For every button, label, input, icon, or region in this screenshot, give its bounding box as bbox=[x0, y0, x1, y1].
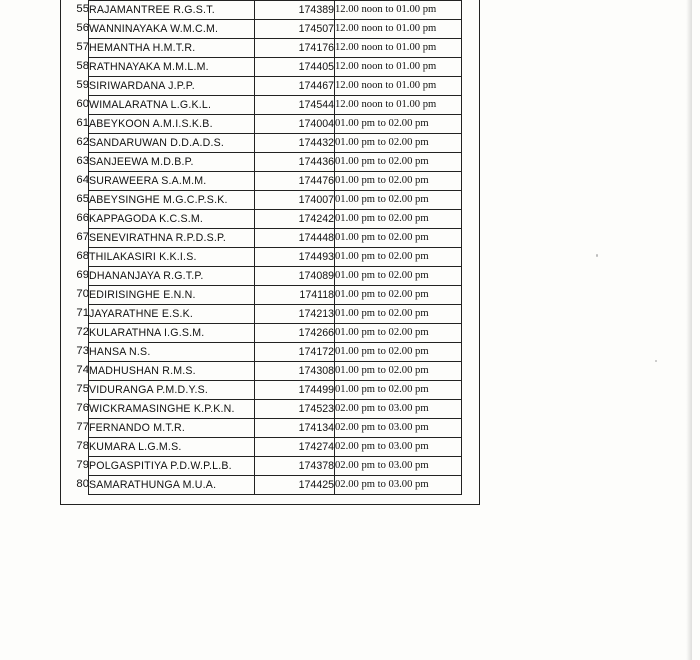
index-number: 174425 bbox=[255, 476, 335, 495]
time-slot: 02.00 pm to 03.00 pm bbox=[335, 400, 462, 419]
row-number: 76 bbox=[76, 402, 89, 414]
time-slot: 12.00 noon to 01.00 pm bbox=[335, 20, 462, 39]
student-name: WICKRAMASINGHE K.P.K.N. bbox=[89, 400, 255, 419]
row-number: 77 bbox=[76, 421, 89, 433]
index-number: 174467 bbox=[255, 77, 335, 96]
table-row bbox=[89, 39, 462, 58]
table-row bbox=[89, 210, 462, 229]
index-number: 174448 bbox=[255, 229, 335, 248]
student-name: POLGASPITIYA P.D.W.P.L.B. bbox=[89, 457, 255, 476]
table-row bbox=[89, 419, 462, 438]
index-number: 174118 bbox=[255, 286, 335, 305]
student-name: ABEYSINGHE M.G.C.P.S.K. bbox=[89, 191, 255, 210]
student-name: SIRIWARDANA J.P.P. bbox=[89, 77, 255, 96]
table-row bbox=[89, 1, 462, 20]
time-slot: 01.00 pm to 02.00 pm bbox=[335, 305, 462, 324]
student-name: SURAWEERA S.A.M.M. bbox=[89, 172, 255, 191]
time-slot: 01.00 pm to 02.00 pm bbox=[335, 134, 462, 153]
student-name: WANNINAYAKA W.M.C.M. bbox=[89, 20, 255, 39]
index-number: 174499 bbox=[255, 381, 335, 400]
row-number: 69 bbox=[76, 269, 89, 281]
time-slot: 01.00 pm to 02.00 pm bbox=[335, 248, 462, 267]
student-name: VIDURANGA P.M.D.Y.S. bbox=[89, 381, 255, 400]
scan-speck bbox=[655, 360, 657, 362]
row-number: 62 bbox=[76, 136, 89, 148]
index-number: 174432 bbox=[255, 134, 335, 153]
row-number: 79 bbox=[76, 459, 89, 471]
time-slot: 01.00 pm to 02.00 pm bbox=[335, 229, 462, 248]
table-row bbox=[89, 20, 462, 39]
table-row bbox=[89, 172, 462, 191]
time-slot: 01.00 pm to 02.00 pm bbox=[335, 115, 462, 134]
index-number: 174134 bbox=[255, 419, 335, 438]
table-row bbox=[89, 286, 462, 305]
student-name: MADHUSHAN R.M.S. bbox=[89, 362, 255, 381]
student-name: RAJAMANTREE R.G.S.T. bbox=[89, 1, 255, 20]
table-row bbox=[89, 191, 462, 210]
row-number: 71 bbox=[76, 307, 89, 319]
table-row bbox=[89, 476, 462, 495]
student-name: RATHNAYAKA M.M.L.M. bbox=[89, 58, 255, 77]
time-slot: 02.00 pm to 03.00 pm bbox=[335, 419, 462, 438]
index-number: 174266 bbox=[255, 324, 335, 343]
time-slot: 02.00 pm to 03.00 pm bbox=[335, 457, 462, 476]
table-row bbox=[89, 305, 462, 324]
row-number: 70 bbox=[76, 288, 89, 300]
time-slot: 01.00 pm to 02.00 pm bbox=[335, 191, 462, 210]
table-row bbox=[89, 134, 462, 153]
row-number: 60 bbox=[76, 98, 89, 110]
row-number: 72 bbox=[76, 326, 89, 338]
time-slot: 01.00 pm to 02.00 pm bbox=[335, 286, 462, 305]
schedule-table bbox=[88, 0, 462, 495]
student-name: FERNANDO M.T.R. bbox=[89, 419, 255, 438]
index-number: 174389 bbox=[255, 1, 335, 20]
student-name: KUMARA L.G.M.S. bbox=[89, 438, 255, 457]
index-number: 174176 bbox=[255, 39, 335, 58]
row-number: 63 bbox=[76, 155, 89, 167]
index-number: 174476 bbox=[255, 172, 335, 191]
row-number: 64 bbox=[76, 174, 89, 186]
index-number: 174507 bbox=[255, 20, 335, 39]
row-number: 56 bbox=[76, 22, 89, 34]
student-name: SAMARATHUNGA M.U.A. bbox=[89, 476, 255, 495]
student-name: DHANANJAYA R.G.T.P. bbox=[89, 267, 255, 286]
table-row bbox=[89, 248, 462, 267]
student-name: HEMANTHA H.M.T.R. bbox=[89, 39, 255, 58]
row-number: 74 bbox=[76, 364, 89, 376]
scan-edge-shadow bbox=[686, 0, 692, 660]
index-number: 174308 bbox=[255, 362, 335, 381]
row-number: 78 bbox=[76, 440, 89, 452]
index-number: 174007 bbox=[255, 191, 335, 210]
index-number: 174544 bbox=[255, 96, 335, 115]
index-number: 174213 bbox=[255, 305, 335, 324]
table-row bbox=[89, 58, 462, 77]
row-number: 58 bbox=[76, 60, 89, 72]
time-slot: 01.00 pm to 02.00 pm bbox=[335, 267, 462, 286]
student-name: SANDARUWAN D.D.A.D.S. bbox=[89, 134, 255, 153]
index-number: 174436 bbox=[255, 153, 335, 172]
index-number: 174089 bbox=[255, 267, 335, 286]
student-name: SANJEEWA M.D.B.P. bbox=[89, 153, 255, 172]
student-name: ABEYKOON A.M.I.S.K.B. bbox=[89, 115, 255, 134]
index-number: 174493 bbox=[255, 248, 335, 267]
table-row bbox=[89, 400, 462, 419]
time-slot: 01.00 pm to 02.00 pm bbox=[335, 172, 462, 191]
index-number: 174004 bbox=[255, 115, 335, 134]
row-number: 67 bbox=[76, 231, 89, 243]
row-number: 73 bbox=[76, 345, 89, 357]
student-name: SENEVIRATHNA R.P.D.S.P. bbox=[89, 229, 255, 248]
index-number: 174378 bbox=[255, 457, 335, 476]
time-slot: 02.00 pm to 03.00 pm bbox=[335, 438, 462, 457]
time-slot: 12.00 noon to 01.00 pm bbox=[335, 77, 462, 96]
student-name: WIMALARATNA L.G.K.L. bbox=[89, 96, 255, 115]
student-name: KAPPAGODA K.C.S.M. bbox=[89, 210, 255, 229]
table-row bbox=[89, 77, 462, 96]
time-slot: 01.00 pm to 02.00 pm bbox=[335, 210, 462, 229]
row-number: 59 bbox=[76, 79, 89, 91]
time-slot: 01.00 pm to 02.00 pm bbox=[335, 362, 462, 381]
student-name: THILAKASIRI K.K.I.S. bbox=[89, 248, 255, 267]
time-slot: 01.00 pm to 02.00 pm bbox=[335, 343, 462, 362]
student-name: KULARATHNA I.G.S.M. bbox=[89, 324, 255, 343]
student-name: EDIRISINGHE E.N.N. bbox=[89, 286, 255, 305]
row-number: 65 bbox=[76, 193, 89, 205]
time-slot: 01.00 pm to 02.00 pm bbox=[335, 153, 462, 172]
time-slot: 01.00 pm to 02.00 pm bbox=[335, 324, 462, 343]
row-number: 57 bbox=[76, 41, 89, 53]
row-number: 61 bbox=[76, 117, 89, 129]
index-number: 174274 bbox=[255, 438, 335, 457]
table-row bbox=[89, 438, 462, 457]
row-number: 68 bbox=[76, 250, 89, 262]
student-name: HANSA N.S. bbox=[89, 343, 255, 362]
time-slot: 02.00 pm to 03.00 pm bbox=[335, 476, 462, 495]
table-row bbox=[89, 362, 462, 381]
table-row bbox=[89, 381, 462, 400]
index-number: 174405 bbox=[255, 58, 335, 77]
index-number: 174523 bbox=[255, 400, 335, 419]
scan-speck bbox=[596, 254, 598, 257]
index-number: 174242 bbox=[255, 210, 335, 229]
table-row bbox=[89, 229, 462, 248]
table-row bbox=[89, 457, 462, 476]
time-slot: 01.00 pm to 02.00 pm bbox=[335, 381, 462, 400]
time-slot: 12.00 noon to 01.00 pm bbox=[335, 58, 462, 77]
time-slot: 12.00 noon to 01.00 pm bbox=[335, 96, 462, 115]
table-row bbox=[89, 343, 462, 362]
row-number: 80 bbox=[76, 478, 89, 490]
table-row bbox=[89, 115, 462, 134]
table-row bbox=[89, 96, 462, 115]
table-row bbox=[89, 324, 462, 343]
table-row bbox=[89, 267, 462, 286]
row-number: 55 bbox=[76, 3, 89, 15]
index-number: 174172 bbox=[255, 343, 335, 362]
time-slot: 12.00 noon to 01.00 pm bbox=[335, 39, 462, 58]
student-name: JAYARATHNE E.S.K. bbox=[89, 305, 255, 324]
row-number: 66 bbox=[76, 212, 89, 224]
time-slot: 12.00 noon to 01.00 pm bbox=[335, 1, 462, 20]
table-row bbox=[89, 153, 462, 172]
row-number: 75 bbox=[76, 383, 89, 395]
